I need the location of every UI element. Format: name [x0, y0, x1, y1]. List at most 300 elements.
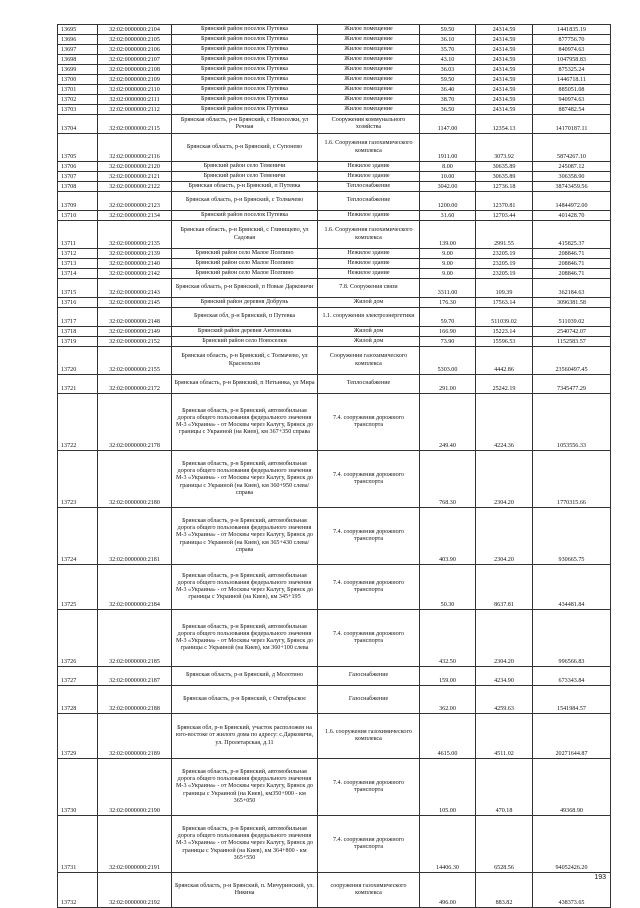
row-number: 13717	[58, 308, 98, 327]
unit-price: 2304.20	[476, 610, 533, 667]
table-row	[58, 259, 611, 269]
address: Брянская область, р-н Брянский, с Глинищево, ул Садовая	[172, 221, 318, 249]
address: Брянский район поселок Путевка	[172, 75, 318, 85]
area-value: 35.70	[420, 45, 476, 55]
cadastral-value: 885051.08	[533, 85, 611, 95]
area-value: 291.00	[420, 375, 476, 394]
cadastral-number: 32:02:0000000:2172	[98, 375, 172, 394]
table-row	[58, 249, 611, 259]
area-value: 59.70	[420, 308, 476, 327]
object-type: 7.8. Сооружения связи	[318, 279, 420, 298]
cadastral-value: 877756.70	[533, 35, 611, 45]
cadastral-value: 1047958.83	[533, 55, 611, 65]
address: Брянская область, р-н Брянский, автомобильная дорога общего пользования федерального значения М-3 «Украина» - от Москвы через Калугу, Брянск до границы с Украиной (на Киев), км350+000 - км 365+050	[172, 759, 318, 816]
object-type: Жилое помещение	[318, 95, 420, 105]
object-type: Нежилое здание	[318, 172, 420, 182]
row-number: 13709	[58, 192, 98, 211]
address: Брянский район поселок Путевка	[172, 35, 318, 45]
row-number: 13700	[58, 75, 98, 85]
area-value: 43.10	[420, 55, 476, 65]
cadastral-number: 32:02:0000000:2152	[98, 337, 172, 347]
address: Брянская обл, р-н Брянский, участок расположен на юго-востоке от жилого дома по адресу: с.Дарковичи, ул. Пролетарская, д.11	[172, 714, 318, 759]
cadastral-number: 32:02:0000000:2185	[98, 610, 172, 667]
table-row	[58, 25, 611, 35]
table-row	[58, 211, 611, 221]
cadastral-value: 3096381.58	[533, 298, 611, 308]
cadastral-number: 32:02:0000000:2110	[98, 85, 172, 95]
cadastral-number: 32:02:0000000:2111	[98, 95, 172, 105]
unit-price: 4511.02	[476, 714, 533, 759]
area-value: 5303.00	[420, 347, 476, 375]
cadastral-number: 32:02:0000000:2178	[98, 394, 172, 451]
address: Брянская область, р-н Брянский, с Новоселки, ул Речная	[172, 115, 318, 134]
table-row	[58, 134, 611, 162]
unit-price: 2991.55	[476, 221, 533, 249]
unit-price: 24314.59	[476, 45, 533, 55]
object-type: Газоснабжение	[318, 667, 420, 686]
cadastral-value: 1152583.57	[533, 337, 611, 347]
object-type: 7.4. сооружения дорожного транспорта	[318, 759, 420, 816]
cadastral-value: 94052426.20	[533, 816, 611, 873]
row-number: 13727	[58, 667, 98, 686]
area-value: 432.50	[420, 610, 476, 667]
area-value: 36.03	[420, 65, 476, 75]
page-number: 193	[594, 874, 606, 881]
cadastral-value: 2540742.07	[533, 327, 611, 337]
table-row	[58, 375, 611, 394]
table-row	[58, 508, 611, 565]
cadastral-value: 362184.63	[533, 279, 611, 298]
row-number: 13702	[58, 95, 98, 105]
row-number: 13710	[58, 211, 98, 221]
cadastral-value: 1053556.33	[533, 394, 611, 451]
object-type: Нежилое здание	[318, 162, 420, 172]
unit-price: 24314.59	[476, 75, 533, 85]
cadastral-value: 49368.90	[533, 759, 611, 816]
cadastral-value: 245087.12	[533, 162, 611, 172]
row-number: 13705	[58, 134, 98, 162]
object-type: 1.6. Сооружения газохимического комплекса	[318, 221, 420, 249]
area-value: 14406.30	[420, 816, 476, 873]
address: Брянский район деревня Антоновка	[172, 327, 318, 337]
object-type: 7.4. сооружения дорожного транспорта	[318, 508, 420, 565]
cadastral-value: 20271644.87	[533, 714, 611, 759]
cadastral-number: 32:02:0000000:2148	[98, 308, 172, 327]
cadastral-value: 875325.24	[533, 65, 611, 75]
unit-price: 15596.53	[476, 337, 533, 347]
table-row	[58, 667, 611, 686]
row-number: 13723	[58, 451, 98, 508]
address: Брянский район село Малое Полпино	[172, 259, 318, 269]
unit-price: 6528.56	[476, 816, 533, 873]
cadastral-number: 32:02:0000000:2184	[98, 565, 172, 610]
cadastral-value: 438373.65	[533, 873, 611, 908]
address: Брянский район поселок Путевка	[172, 95, 318, 105]
object-type: Жилой дом	[318, 327, 420, 337]
unit-price: 17563.14	[476, 298, 533, 308]
object-type: сооружения газохимического комплекса	[318, 873, 420, 908]
cadastral-number: 32:02:0000000:2180	[98, 451, 172, 508]
address: Брянская область, р-н Брянский, п Нетьинка, ул Мира	[172, 375, 318, 394]
area-value: 3042.00	[420, 182, 476, 192]
area-value: 1200.00	[420, 192, 476, 211]
address: Брянский район село Теменичи	[172, 162, 318, 172]
cadastral-number: 32:02:0000000:2145	[98, 298, 172, 308]
address: Брянская область, р-н Брянский, автомобильная дорога общего пользования федерального значения М-3 «Украина» - от Москвы через Калугу, Брянск до границы с Украиной (на Киев), км 360+100 слева	[172, 610, 318, 667]
unit-price: 24314.59	[476, 85, 533, 95]
object-type: Жилой дом	[318, 298, 420, 308]
cadastral-number: 32:02:0000000:2149	[98, 327, 172, 337]
row-number: 13719	[58, 337, 98, 347]
object-type: Теплоснабжение	[318, 375, 420, 394]
table-row	[58, 162, 611, 172]
area-value: 36.10	[420, 35, 476, 45]
row-number: 13725	[58, 565, 98, 610]
unit-price: 24314.59	[476, 25, 533, 35]
cadastral-value: 673343.84	[533, 667, 611, 686]
unit-price: 30635.89	[476, 162, 533, 172]
unit-price: 15223.14	[476, 327, 533, 337]
table-row	[58, 759, 611, 816]
table-row	[58, 347, 611, 375]
address: Брянская обл, р-н Брянский, п Путевка	[172, 308, 318, 327]
table-row	[58, 115, 611, 134]
table-row	[58, 172, 611, 182]
area-value: 59.50	[420, 75, 476, 85]
object-type: Сооружения коммунального хозяйства	[318, 115, 420, 134]
cadastral-number: 32:02:0000000:2189	[98, 714, 172, 759]
cadastral-value: 930665.75	[533, 508, 611, 565]
address: Брянская область, р-н Брянский, автомобильная дорога общего пользования федерального значения М-3 «Украина» - от Москвы через Калугу, Брянск до границы с Украиной (на Киев), км 367+350 справа	[172, 394, 318, 451]
row-number: 13715	[58, 279, 98, 298]
cadastral-value: 511039.02	[533, 308, 611, 327]
area-value: 362.00	[420, 686, 476, 714]
table-row	[58, 105, 611, 115]
table-body	[58, 25, 611, 908]
cadastral-value: 840974.63	[533, 45, 611, 55]
address: Брянская область, р-н Брянский, с Супонево	[172, 134, 318, 162]
table-row	[58, 327, 611, 337]
table-row	[58, 192, 611, 211]
address: Брянская область, р-н Брянский, автомобильная дорога общего пользования федерального значения М-3 «Украина» - от Москвы через Калугу, Брянск до границы с Украиной (на Киев), км 364+800 - км 365+550	[172, 816, 318, 873]
address: Брянская область, р-н Брянский, автомобильная дорога общего пользования федерального значения М-3 «Украина» - от Москвы через Калугу, Брянск до границы с Украиной (на Киев), км 345+195	[172, 565, 318, 610]
area-value: 59.50	[420, 25, 476, 35]
area-value: 403.90	[420, 508, 476, 565]
table-row	[58, 279, 611, 298]
unit-price: 883.82	[476, 873, 533, 908]
cadastral-number: 32:02:0000000:2105	[98, 35, 172, 45]
cadastral-number: 32:02:0000000:2155	[98, 347, 172, 375]
cadastral-value: 1446718.11	[533, 75, 611, 85]
cadastral-value: 434481.84	[533, 565, 611, 610]
cadastral-value: 1441835.19	[533, 25, 611, 35]
object-type: 1.6. Сооружения газохимического комплекса	[318, 134, 420, 162]
object-type: Нежилое здание	[318, 269, 420, 279]
area-value: 9.00	[420, 259, 476, 269]
address: Брянский район село Малое Полпино	[172, 269, 318, 279]
cadastral-number: 32:02:0000000:2108	[98, 65, 172, 75]
address: Брянская область, р-н Брянский, п. Мичуринский, ул. Никина	[172, 873, 318, 908]
object-type: Жилое помещение	[318, 65, 420, 75]
area-value: 50.30	[420, 565, 476, 610]
unit-price: 23205.19	[476, 249, 533, 259]
table-row	[58, 610, 611, 667]
area-value: 1147.00	[420, 115, 476, 134]
unit-price: 12703.44	[476, 211, 533, 221]
cadastral-value: 14844972.00	[533, 192, 611, 211]
table-row	[58, 451, 611, 508]
address: Брянская область, р-н Брянский, п Путевка	[172, 182, 318, 192]
area-value: 105.00	[420, 759, 476, 816]
cadastral-value: 996566.83	[533, 610, 611, 667]
cadastral-number: 32:02:0000000:2107	[98, 55, 172, 65]
cadastral-number: 32:02:0000000:2135	[98, 221, 172, 249]
cadastral-value: 208846.71	[533, 259, 611, 269]
object-type: Теплоснабжение	[318, 182, 420, 192]
cadastral-number: 32:02:0000000:2191	[98, 816, 172, 873]
table-row	[58, 269, 611, 279]
cadastral-number: 32:02:0000000:2190	[98, 759, 172, 816]
cadastral-number: 32:02:0000000:2104	[98, 25, 172, 35]
address: Брянский район поселок Путевка	[172, 65, 318, 75]
unit-price: 470.18	[476, 759, 533, 816]
table-row	[58, 75, 611, 85]
cadastral-number: 32:02:0000000:2122	[98, 182, 172, 192]
cadastral-value: 306358.90	[533, 172, 611, 182]
unit-price: 24314.59	[476, 95, 533, 105]
cadastral-value: 940974.63	[533, 95, 611, 105]
cadastral-number: 32:02:0000000:2187	[98, 667, 172, 686]
unit-price: 24314.59	[476, 105, 533, 115]
address: Брянская область, р-н Брянский, п Новые Дарковичи	[172, 279, 318, 298]
cadastral-number: 32:02:0000000:2109	[98, 75, 172, 85]
cadastral-number: 32:02:0000000:2106	[98, 45, 172, 55]
row-number: 13732	[58, 873, 98, 908]
table-row	[58, 45, 611, 55]
unit-price: 12370.81	[476, 192, 533, 211]
area-value: 73.90	[420, 337, 476, 347]
table-row	[58, 65, 611, 75]
unit-price: 109.39	[476, 279, 533, 298]
cadastral-value: 38743459.56	[533, 182, 611, 192]
table-row	[58, 308, 611, 327]
object-type: 7.4. сооружения дорожного транспорта	[318, 610, 420, 667]
unit-price: 2304.20	[476, 451, 533, 508]
address: Брянский район поселок Путевка	[172, 55, 318, 65]
cadastral-number: 32:02:0000000:2120	[98, 162, 172, 172]
address: Брянский район деревня Добрунь	[172, 298, 318, 308]
object-type: 7.4. сооружения дорожного транспорта	[318, 565, 420, 610]
unit-price: 4224.36	[476, 394, 533, 451]
object-type: 1.1. сооружения электроэнергетики	[318, 308, 420, 327]
table-row	[58, 873, 611, 908]
cadastral-value: 1541984.57	[533, 686, 611, 714]
area-value: 496.00	[420, 873, 476, 908]
object-type: Нежилое здание	[318, 211, 420, 221]
area-value: 9.00	[420, 249, 476, 259]
area-value: 38.70	[420, 95, 476, 105]
unit-price: 23205.19	[476, 269, 533, 279]
table-row	[58, 298, 611, 308]
unit-price: 4259.63	[476, 686, 533, 714]
object-type: Теплоснабжение	[318, 192, 420, 211]
row-number: 13707	[58, 172, 98, 182]
cadastral-number: 32:02:0000000:2143	[98, 279, 172, 298]
row-number: 13714	[58, 269, 98, 279]
table-row	[58, 816, 611, 873]
cadastral-number: 32:02:0000000:2134	[98, 211, 172, 221]
table-row	[58, 85, 611, 95]
unit-price: 24314.59	[476, 65, 533, 75]
row-number: 13728	[58, 686, 98, 714]
object-type: Жилое помещение	[318, 105, 420, 115]
cadastral-number: 32:02:0000000:2188	[98, 686, 172, 714]
row-number: 13699	[58, 65, 98, 75]
unit-price: 12736.18	[476, 182, 533, 192]
table-row	[58, 95, 611, 105]
object-type: 1.6. сооружения газохимического комплекса	[318, 714, 420, 759]
address: Брянская область, р-н Брянский, с Толмачево	[172, 192, 318, 211]
area-value: 249.40	[420, 394, 476, 451]
cadastral-value: 5874267.10	[533, 134, 611, 162]
cadastral-number: 32:02:0000000:2115	[98, 115, 172, 134]
unit-price: 25242.19	[476, 375, 533, 394]
row-number: 13697	[58, 45, 98, 55]
area-value: 36.40	[420, 85, 476, 95]
object-type: Жилое помещение	[318, 55, 420, 65]
cadastral-value: 208846.71	[533, 249, 611, 259]
row-number: 13718	[58, 327, 98, 337]
address: Брянский район поселок Путевка	[172, 45, 318, 55]
object-type: 7.4. сооружения дорожного транспорта	[318, 816, 420, 873]
unit-price: 24314.59	[476, 55, 533, 65]
address: Брянская область, р-н Брянский, с Октябрьское	[172, 686, 318, 714]
table-row	[58, 714, 611, 759]
table-row	[58, 55, 611, 65]
address: Брянский район поселок Путевка	[172, 105, 318, 115]
unit-price: 12354.13	[476, 115, 533, 134]
row-number: 13724	[58, 508, 98, 565]
object-type: Жилое помещение	[318, 75, 420, 85]
table-row	[58, 394, 611, 451]
unit-price: 24314.59	[476, 35, 533, 45]
unit-price: 2304.20	[476, 508, 533, 565]
document-sheet	[57, 24, 610, 908]
cadastral-value: 208846.71	[533, 269, 611, 279]
unit-price: 30635.89	[476, 172, 533, 182]
object-type: Жилой дом	[318, 337, 420, 347]
address: Брянская область, р-н Брянский, с Толмачево, ул Краснохолм	[172, 347, 318, 375]
area-value: 166.90	[420, 327, 476, 337]
object-type: Жилое помещение	[318, 45, 420, 55]
area-value: 9.00	[420, 269, 476, 279]
area-value: 4615.00	[420, 714, 476, 759]
unit-price: 4442.86	[476, 347, 533, 375]
table-row	[58, 565, 611, 610]
cadastral-number: 32:02:0000000:2140	[98, 259, 172, 269]
table-row	[58, 337, 611, 347]
cadastral-number: 32:02:0000000:2192	[98, 873, 172, 908]
object-type: Жилое помещение	[318, 35, 420, 45]
address: Брянский район поселок Путевка	[172, 85, 318, 95]
area-value: 10.00	[420, 172, 476, 182]
area-value: 8.00	[420, 162, 476, 172]
cadastral-value: 415825.37	[533, 221, 611, 249]
cadastral-value: 14170187.11	[533, 115, 611, 134]
row-number: 13698	[58, 55, 98, 65]
object-type: Жилое помещение	[318, 25, 420, 35]
object-type: 7.4. сооружения дорожного транспорта	[318, 394, 420, 451]
row-number: 13706	[58, 162, 98, 172]
row-number: 13730	[58, 759, 98, 816]
address: Брянская область, р-н Брянский, д Молотино	[172, 667, 318, 686]
unit-price: 8637.81	[476, 565, 533, 610]
area-value: 768.30	[420, 451, 476, 508]
row-number: 13711	[58, 221, 98, 249]
row-number: 13720	[58, 347, 98, 375]
address: Брянский район село Новоселки	[172, 337, 318, 347]
area-value: 1911.00	[420, 134, 476, 162]
row-number: 13708	[58, 182, 98, 192]
unit-price: 511039.02	[476, 308, 533, 327]
area-value: 36.50	[420, 105, 476, 115]
cadastral-value: 401428.70	[533, 211, 611, 221]
row-number: 13731	[58, 816, 98, 873]
table-row	[58, 221, 611, 249]
unit-price: 23205.19	[476, 259, 533, 269]
object-type: Нежилое здание	[318, 249, 420, 259]
row-number: 13713	[58, 259, 98, 269]
row-number: 13729	[58, 714, 98, 759]
object-type: Сооружения газохимического комплекса	[318, 347, 420, 375]
property-table	[57, 24, 611, 908]
address: Брянский район поселок Путевка	[172, 25, 318, 35]
object-type: 7.4. сооружения дорожного транспорта	[318, 451, 420, 508]
cadastral-number: 32:02:0000000:2116	[98, 134, 172, 162]
address: Брянский район село Теменичи	[172, 172, 318, 182]
row-number: 13721	[58, 375, 98, 394]
address: Брянский район село Малое Полпино	[172, 249, 318, 259]
cadastral-number: 32:02:0000000:2123	[98, 192, 172, 211]
address: Брянский район поселок Путевка	[172, 211, 318, 221]
table-row	[58, 182, 611, 192]
table-row	[58, 35, 611, 45]
cadastral-number: 32:02:0000000:2142	[98, 269, 172, 279]
row-number: 13701	[58, 85, 98, 95]
row-number: 13696	[58, 35, 98, 45]
cadastral-value: 1770315.66	[533, 451, 611, 508]
area-value: 139.00	[420, 221, 476, 249]
object-type: Нежилое здание	[318, 259, 420, 269]
row-number: 13703	[58, 105, 98, 115]
address: Брянская область, р-н Брянский, автомобильная дорога общего пользования федерального значения М-3 «Украина» - от Москвы через Калугу, Брянск до границы с Украиной (на Киев), км 365+430 слева/справа	[172, 508, 318, 565]
area-value: 3311.00	[420, 279, 476, 298]
cadastral-number: 32:02:0000000:2112	[98, 105, 172, 115]
row-number: 13695	[58, 25, 98, 35]
row-number: 13722	[58, 394, 98, 451]
row-number: 13726	[58, 610, 98, 667]
object-type: Жилое помещение	[318, 85, 420, 95]
row-number: 13712	[58, 249, 98, 259]
unit-price: 3073.92	[476, 134, 533, 162]
cadastral-number: 32:02:0000000:2139	[98, 249, 172, 259]
row-number: 13704	[58, 115, 98, 134]
address: Брянская область, р-н Брянский, автомобильная дорога общего пользования федерального значения М-3 «Украина» - от Москвы через Калугу, Брянск до границы с Украиной (на Киев), км 360+950 слева/справа	[172, 451, 318, 508]
cadastral-value: 23560497.45	[533, 347, 611, 375]
area-value: 159.00	[420, 667, 476, 686]
table-row	[58, 686, 611, 714]
cadastral-number: 32:02:0000000:2121	[98, 172, 172, 182]
